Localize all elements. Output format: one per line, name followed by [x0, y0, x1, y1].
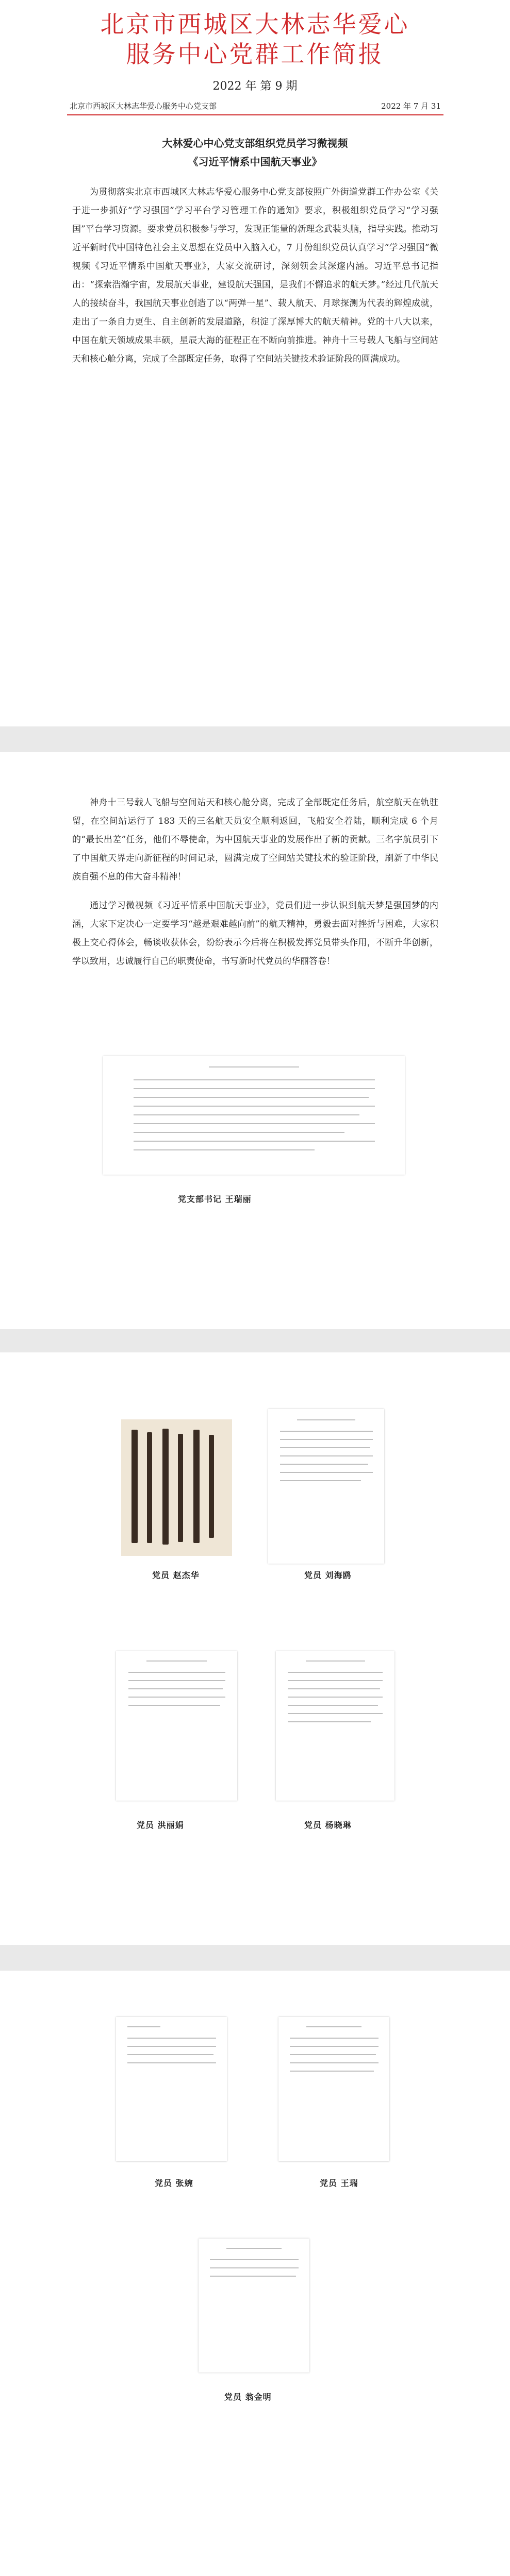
- notes-image-3: [116, 1651, 237, 1801]
- study-notes-image: [103, 1056, 405, 1175]
- publisher: 北京市西城区大林志华爱心服务中心党支部: [70, 101, 217, 111]
- caption-7: 党员 王瑞: [320, 2178, 358, 2188]
- article-paragraph-3: 通过学习微视频《习近平情系中国航天事业》，党员们进一步认识到航天梦是强国梦的内涵，大家下定决心一定要学习“越是艰难越向前”的航天精神，勇毅去面对挫折与困难，大家积极上交心得体会，畅谈收获体会，纷纷表示今后将在积极发挥党员带头作用，不断升华创新，学以致用，忠诚履行自己的职责使命，书写新时代党员的华丽答卷！: [72, 901, 438, 967]
- notes-image-4: [276, 1651, 394, 1801]
- caption-2: 党员 赵杰华: [152, 1570, 200, 1580]
- calligraphy-image: [121, 1419, 232, 1556]
- article-subtitle: 《习近平情系中国航天事业》: [188, 156, 322, 168]
- caption-5: 党员 杨晓琳: [304, 1820, 352, 1830]
- report-title-line2: 服务中心党群工作简报: [126, 40, 384, 68]
- page-2: [0, 752, 510, 1329]
- article-title: 大林爱心中心党支部组织党员学习微视频: [162, 137, 348, 149]
- notes-image-2: [268, 1409, 384, 1564]
- notes-image-5: [116, 2017, 227, 2161]
- caption-8: 党员 翁金明: [224, 2392, 272, 2402]
- issue-number: 2022 年 第 9 期: [212, 80, 298, 93]
- notes-image-6: [278, 2017, 389, 2161]
- caption-6: 党员 张婉: [155, 2178, 193, 2188]
- report-title-line1: 北京市西城区大林志华爱心: [100, 10, 410, 38]
- article-paragraph-1: 为贯彻落实北京市西城区大林志华爱心服务中心党支部按照广外街道党群工作办公室《关于进一步抓好“学习强国”学习平台学习管理工作的通知》要求，积极组织党员学习“学习强国”平台学习资源。要求党员积极参与学习，发现正能量的新理念武装头脑，指导实践。推动习近平新时代中国特色社会主义思想在党员中入脑入心，7 月份组织党员认真学习“学习强国”微视频《习近平情系中国航天事业》，大家交流研讨，深刻领会其深邃内涵。习近平总书记指出：“探索浩瀚宇宙，发展航天事业，建设航天强国，是我们不懈追求的航天梦。”经过几代航天人的接续奋斗，我国航天事业创造了以“两弹一星”、载人航天、月球探测为代表的辉煌成就，走出了一条自力更生、自主创新的发展道路，积淀了深厚博大的航天精神。党的十八大以来，中国在航天领域成果丰硕，星辰大海的征程正在不断向前推进。神舟十三号载人飞船与空间站天和核心舱分离，完成了全部既定任务，取得了空间站关键技术验证阶段的圆满成功。: [72, 187, 438, 364]
- article-paragraph-2: 神舟十三号载人飞船与空间站天和核心舱分离，完成了全部既定任务后，航空航天在轨驻留，在空间站运行了 183 天的三名航天员安全顺利返回，飞船安全着陆，顺利完成 6 个月的“最长出差”任务，他们不辱使命，为中国航天事业的发展作出了新的贡献。三名宇航员引下了中国航天界走向新征程的时间记录，圆满完成了空间站关键技术的验证阶段，刷新了中华民族自强不息的伟大奋斗精神！: [72, 798, 438, 882]
- notes-image-7: [199, 2239, 309, 2372]
- caption-1: 党支部书记 王瑞丽: [178, 1194, 252, 1204]
- publish-date: 2022 年 7 月 31: [381, 101, 441, 111]
- page-4: [0, 1971, 510, 2576]
- header-rule: [67, 114, 443, 115]
- publisher-line: [70, 100, 441, 111]
- caption-3: 党员 刘海鸥: [304, 1570, 352, 1580]
- caption-4: 党员 洪丽娟: [137, 1820, 184, 1830]
- page-1: [0, 0, 510, 726]
- page-3: [0, 1352, 510, 1945]
